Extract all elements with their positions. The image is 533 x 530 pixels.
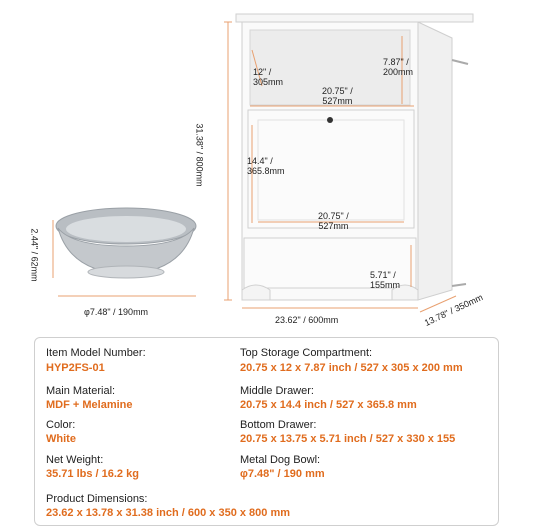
color-value: White	[46, 433, 76, 445]
color-label: Color:	[46, 419, 76, 431]
dim-overall-depth: 13.78" / 350mm	[422, 292, 485, 328]
bottom-drawer-label: Bottom Drawer:	[240, 419, 317, 431]
dim-top-width: 20.75" / 527mm	[322, 86, 353, 106]
dim-overall-width: 23.62" / 600mm	[275, 315, 339, 325]
weight-label: Net Weight:	[46, 454, 104, 466]
product-dimensions-label: Product Dimensions:	[46, 493, 148, 505]
cabinet-top	[236, 14, 473, 22]
bowl-value: φ7.48" / 190 mm	[240, 468, 325, 480]
top-compartment-value: 20.75 x 12 x 7.87 inch / 527 x 305 x 200 mm	[240, 362, 463, 374]
drawer-knob	[327, 117, 333, 123]
dim-bottom-height: 5.71" / 155mm	[370, 270, 401, 290]
dim-bowl-height: 2.44" / 62mm	[29, 228, 40, 282]
bottom-drawer-value: 20.75 x 13.75 x 5.71 inch / 527 x 330 x 155	[240, 433, 456, 445]
material-label: Main Material:	[46, 385, 116, 397]
model-label: Item Model Number:	[46, 347, 146, 359]
dim-top-depth: 12" / 305mm	[253, 67, 284, 87]
material-value: MDF + Melamine	[46, 399, 133, 411]
dim-total-height: 31.38" / 800mm	[194, 123, 205, 187]
middle-drawer-value: 20.75 x 14.4 inch / 527 x 365.8 mm	[240, 399, 417, 411]
dog-bowl-icon	[56, 208, 196, 278]
model-value: HYP2FS-01	[46, 362, 105, 374]
dim-middle-width: 20.75" / 527mm	[318, 211, 349, 231]
bowl-label: Metal Dog Bowl:	[240, 454, 321, 466]
dim-bowl-diameter: φ7.48" / 190mm	[84, 307, 149, 317]
dim-top-height: 7.87" / 200mm	[383, 57, 414, 77]
dim-middle-height: 14.4" / 365.8mm	[247, 156, 285, 176]
hook-icon	[452, 60, 468, 64]
cabinet-side-panel	[418, 22, 452, 300]
top-compartment-label: Top Storage Compartment:	[240, 347, 373, 359]
product-dimensions-value: 23.62 x 13.78 x 31.38 inch / 600 x 350 x 800 mm	[46, 507, 291, 519]
middle-drawer-label: Middle Drawer:	[240, 385, 314, 397]
weight-value: 35.71 lbs / 16.2 kg	[46, 468, 139, 480]
